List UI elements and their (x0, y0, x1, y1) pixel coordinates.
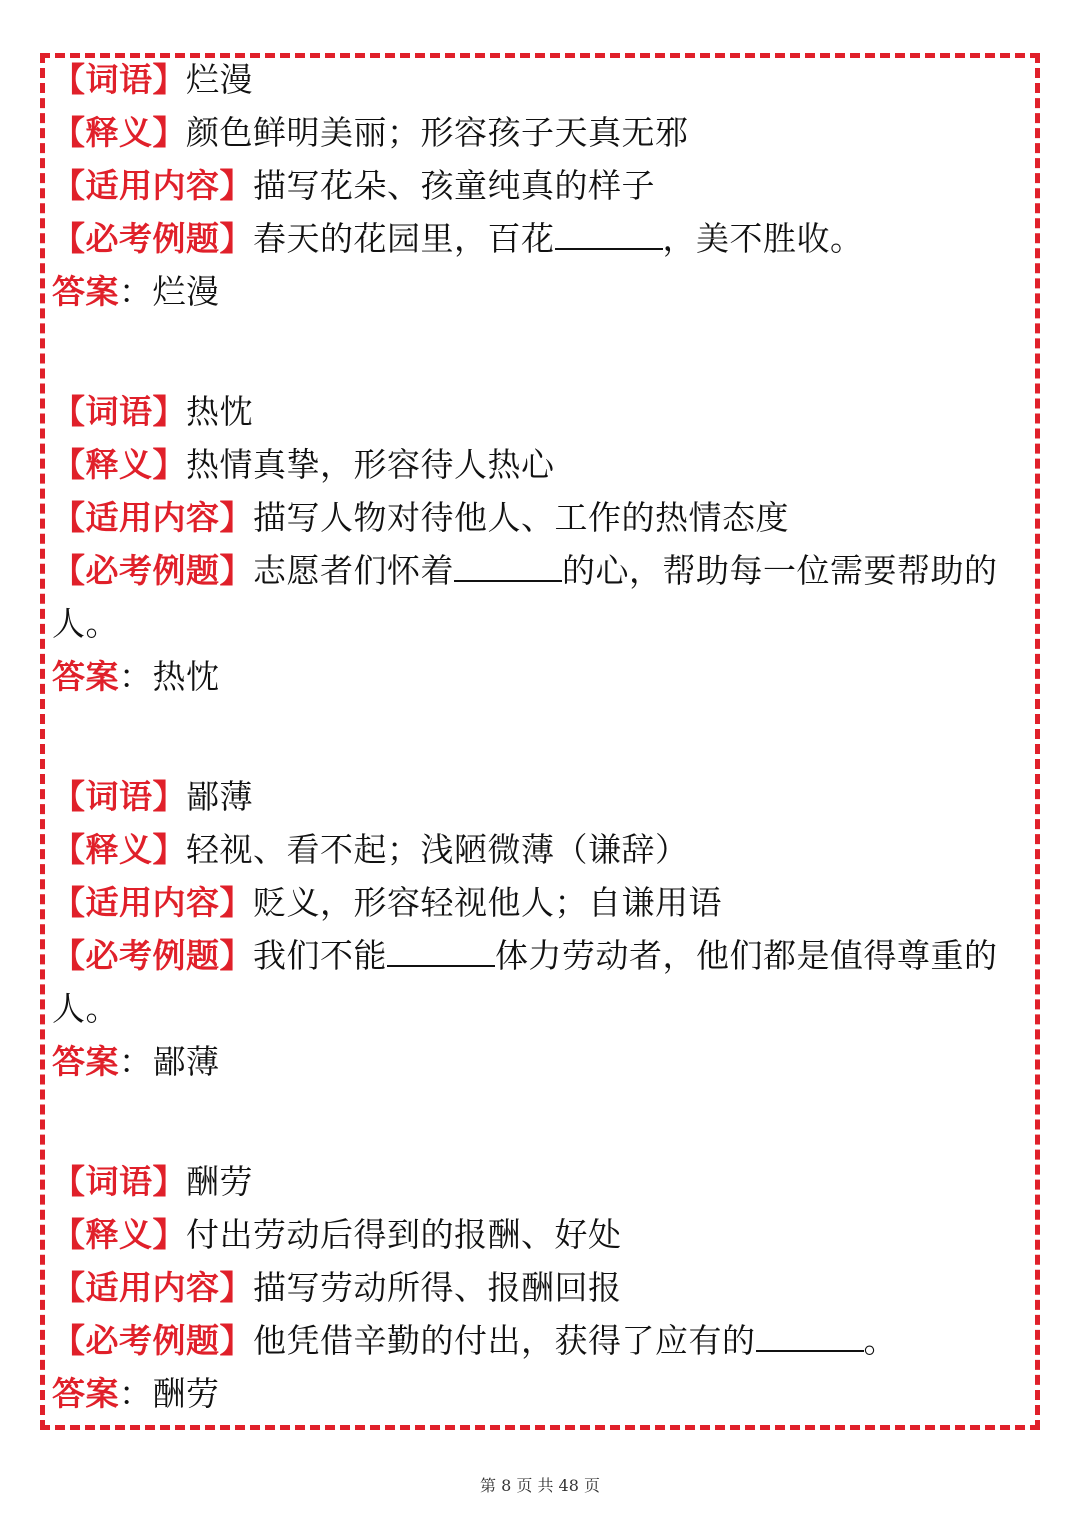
page-number: 第 8 页 共 48 页 (480, 1476, 600, 1495)
entry-2-example: 【必考例题】志愿者们怀着 的心，帮助每一位需要帮助的 (52, 551, 998, 590)
fill-in-blank (454, 552, 562, 582)
entry-4-example: 【必考例题】他凭借辛勤的付出，获得了应有的 。 (52, 1321, 897, 1360)
entry-2-meaning: 【释义】热情真挚，形容待人热心 (52, 445, 555, 484)
entry-3-usage: 【适用内容】贬义，形容轻视他人；自谦用语 (52, 883, 722, 922)
entry-1-example: 【必考例题】春天的花园里，百花 ，美不胜收。 (52, 219, 864, 258)
entry-1-word: 【词语】烂漫 (52, 60, 253, 99)
entry-1-meaning: 【释义】颜色鲜明美丽；形容孩子天真无邪 (52, 113, 689, 152)
entry-3-example: 【必考例题】我们不能 体力劳动者，他们都是值得尊重的 (52, 936, 998, 975)
entry-4-meaning: 【释义】付出劳动后得到的报酬、好处 (52, 1215, 622, 1254)
entry-4-word: 【词语】酬劳 (52, 1162, 253, 1201)
fill-in-blank (555, 220, 663, 250)
fill-in-blank (756, 1322, 864, 1352)
entry-3-example-cont: 人。 (52, 989, 119, 1028)
entry-2-word: 【词语】热忱 (52, 392, 253, 431)
entry-4-usage: 【适用内容】描写劳动所得、报酬回报 (52, 1268, 622, 1307)
entry-2-usage: 【适用内容】描写人物对待他人、工作的热情态度 (52, 498, 789, 537)
entry-2-example-cont: 人。 (52, 604, 119, 643)
entry-2-answer: 答案：热忱 (52, 657, 220, 696)
fill-in-blank (387, 937, 495, 967)
entry-3-meaning: 【释义】轻视、看不起；浅陋微薄（谦辞） (52, 830, 689, 869)
entry-1-usage: 【适用内容】描写花朵、孩童纯真的样子 (52, 166, 655, 205)
entry-3-word: 【词语】鄙薄 (52, 777, 253, 816)
entry-1-answer: 答案：烂漫 (52, 272, 220, 311)
entry-3-answer: 答案：鄙薄 (52, 1042, 220, 1081)
entry-4-answer: 答案：酬劳 (52, 1374, 220, 1413)
